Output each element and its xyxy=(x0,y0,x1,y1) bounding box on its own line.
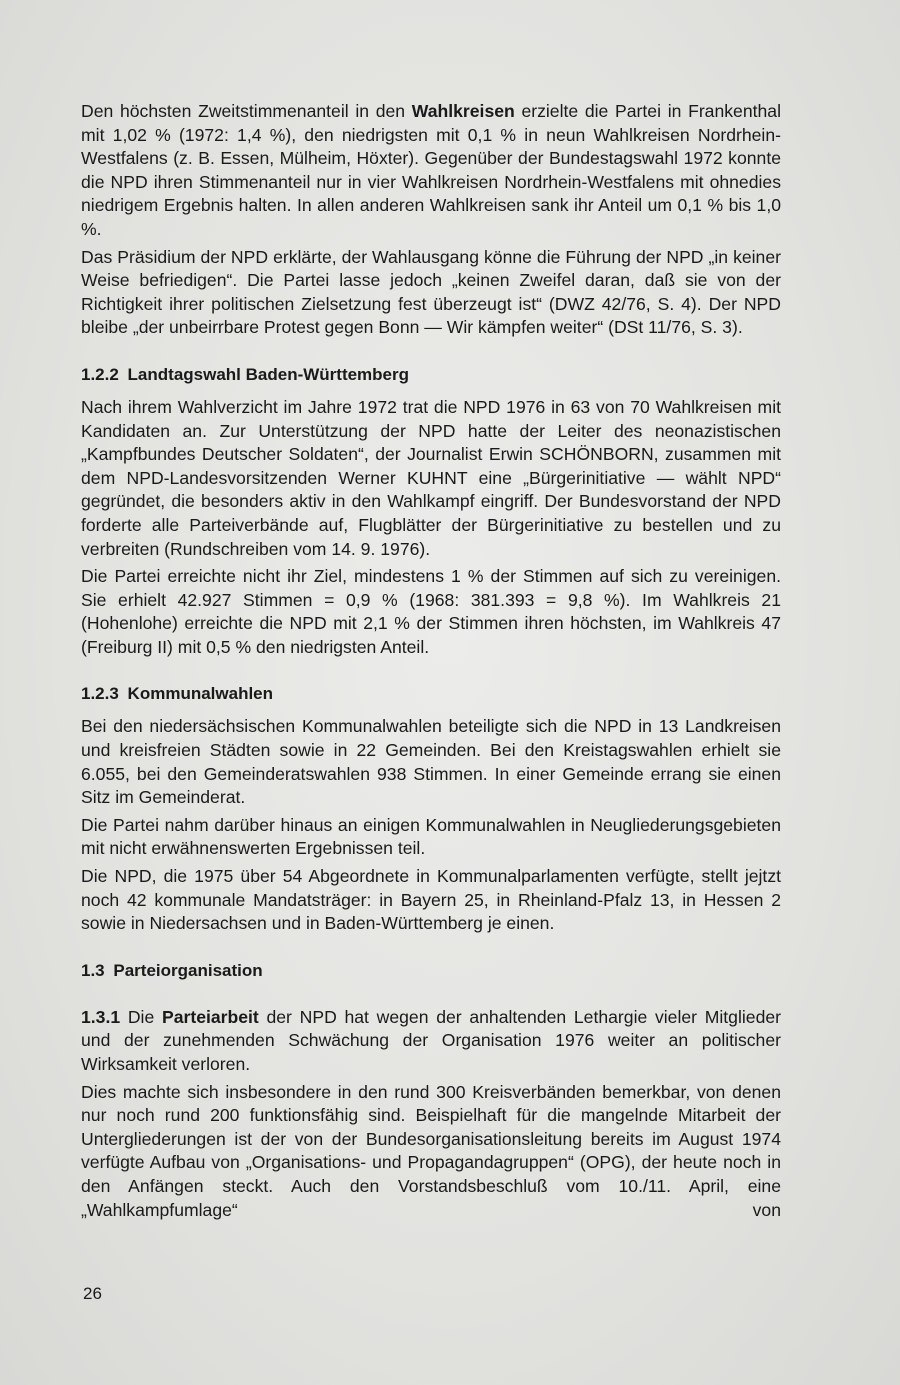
paragraph-kreisverbaende: Dies machte sich insbesondere in den rund 300 Kreisverbänden bemerkbar, von denen nur noch rund 200 funktionsfähig sind. Beispielhaft für die mangelnde Mitarbeit der Untergliederungen ist der von der Bundesorganisationsleitung bereits im August 1974 verfügte Aufbau von „Organisations- und Propagandagruppen“ (OPG), der heute noch in den Anfängen steckt. Auch den Vorstandsbeschluß vom 10./11. April, eine „Wahlkampfumlage“ von xyxy=(81,1081,781,1220)
paragraph-wahlkreisen xyxy=(81,100,781,242)
section-title: Kommunalwahlen xyxy=(127,684,274,704)
heading-landtagswahl xyxy=(81,364,781,386)
paragraph-mandatstraeger: Die NPD, die 1975 über 54 Abgeordnete in Kommunalparlamenten verfügte, stellt jejtzt noch 42 kommunale Mandatsträger: in Bayern 25, in Rheinland-Pfalz 13, in Hessen 2 sowie in Niedersachsen und in Baden-Württemberg je einen. xyxy=(81,866,781,934)
paragraph-niedersachsen: Bei den niedersächsischen Kommunalwahlen beteiligte sich die NPD in 13 Landkreisen und kreisfreien Städten sowie in 22 Gemeinden. Bei den Kreistagswahlen erhielt sie 6.055, bei den Gemeinderatswahlen 938 Stimmen. In einer Gemeinde errang sie einen Sitz im Gemeinderat. xyxy=(81,716,781,808)
subsection-number: 1.3.1 xyxy=(81,1006,121,1027)
section-number: 1.2.2 xyxy=(81,364,119,384)
paragraph-wahlverzicht: Nach ihrem Wahlverzicht im Jahre 1972 trat die NPD 1976 in 63 von 70 Wahlkreisen mit Kandidaten an. Zur Unterstützung der NPD hatte der Leiter des neonazistischen „Kampfbundes Deutscher Soldaten“, der Journalist Erwin SCHÖNBORN, zusammen mit dem NPD-Landesvorsitzenden Werner KUHNT eine „Bürgerinitiative — wählt NPD“ gegründet, die besonders aktiv in den Wahlkampf eingriff. Der Bundesvorstand der NPD forderte alle Parteiverbände auf, Flugblätter der Bürgerinitiative zu bestellen und zu verbreiten (Rundschreiben vom 14. 9. 1976). xyxy=(81,396,781,559)
text-run: erzielte die Partei in Frankenthal mit 1,02 % (1972: 1,4 %), den niedrigsten mit 0,1 % in neun Wahlkreisen Nordrhein-Westfalens (z. B. Essen, Mülheim, Höxter). Gegenüber der Bundestagswahl 1972 konnte die NPD ihren Stimmenanteil nur in vier Wahlkreisen Nordrhein-Westfalens mit ohnedies niedrigem Ergebnis halten. In allen anderen Wahlkreisen sank ihr Anteil um 0,1 % bis 1,0 %. xyxy=(81,101,781,239)
bold-term-wahlkreisen: Wahlkreisen xyxy=(411,101,515,121)
paragraph-ziel: Die Partei erreichte nicht ihr Ziel, mindestens 1 % der Stimmen auf sich zu vereinigen. Sie erhielt 42.927 Stimmen = 0,9 % (1968: 381.393 = 9,8 %). Im Wahlkreis 21 (Hohenlohe) erreichte die NPD mit 2,1 % der Stimmen ihren höchsten, im Wahlkreis 47 (Freiburg II) mit 0,5 % den niedrigsten Anteil. xyxy=(81,566,781,657)
section-title: Parteiorganisation xyxy=(113,960,263,980)
text-run: der NPD hat wegen der anhaltenden Lethargie vieler Mitglieder und der zunehmenden Schwächung der Organisation 1976 weiter an politischer Wirksamkeit verloren. xyxy=(81,1006,781,1074)
text-run: Die xyxy=(120,1006,162,1027)
heading-kommunalwahlen xyxy=(81,683,781,705)
page-body xyxy=(81,100,781,1222)
section-number: 1.2.3 xyxy=(81,684,119,704)
paragraph-neugliederung: Die Partei nahm darüber hinaus an einigen Kommunalwahlen in Neugliederungsgebieten mit nicht erwähnenswerten Ergebnissen teil. xyxy=(81,814,781,859)
section-number: 1.3 xyxy=(81,960,105,980)
text-run: Den höchsten Zweitstimmenanteil in den xyxy=(81,101,412,121)
section-title: Landtagswahl Baden-Württemberg xyxy=(127,364,410,384)
paragraph-praesidium: Das Präsidium der NPD erklärte, der Wahlausgang könne die Führung der NPD „in keiner Weise befriedigen“. Die Partei lasse jedoch „keinen Zweifel daran, daß sie von der Richtigkeit ihrer politischen Zielsetzung fest überzeugt ist“ (DWZ 42/76, S. 4). Der NPD bleibe „der unbeirrbare Protest gegen Bonn — Wir kämpfen weiter“ (DSt 11/76, S. 3). xyxy=(81,246,781,338)
paragraph-parteiarbeit xyxy=(81,1006,781,1077)
page-number: 26 xyxy=(83,1284,102,1303)
bold-term-parteiarbeit: Parteiarbeit xyxy=(161,1006,259,1027)
heading-parteiorganisation xyxy=(81,960,781,982)
